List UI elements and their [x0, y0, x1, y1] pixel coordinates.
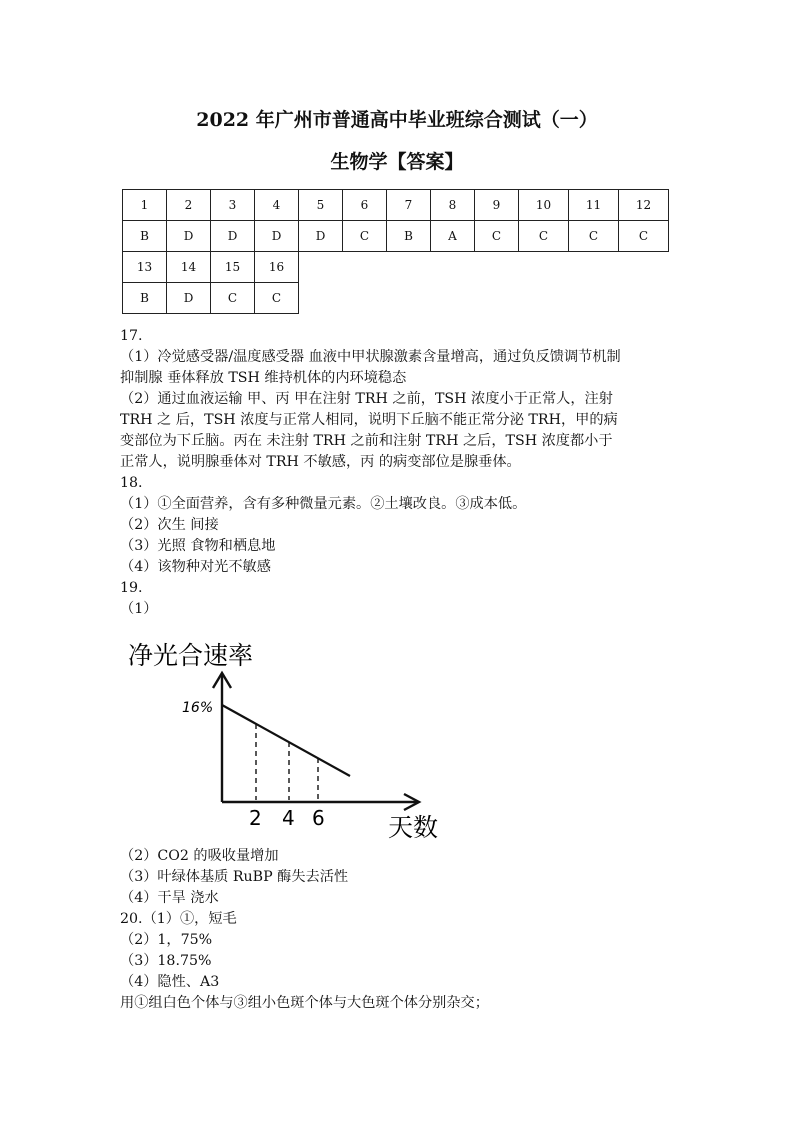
- answer-cell-12: C: [619, 221, 669, 252]
- answer-cell-9: C: [475, 221, 519, 252]
- graph-xlabel: 天数: [388, 813, 439, 842]
- answer-cell-1: B: [123, 283, 167, 314]
- answer-line: 抑制腺 垂体释放 TSH 维持机体的内环境稳态: [120, 370, 407, 386]
- answer-line: （4）隐性、A3: [120, 974, 220, 990]
- answer-line: （1）①全面营养，含有多种微量元素。②土壤改良。③成本低。: [120, 496, 527, 512]
- answer-cell-2: D: [167, 221, 211, 252]
- answer-line: （4）该物种对光不敏感: [120, 559, 271, 575]
- answer-line: （1）: [120, 601, 158, 617]
- answer-cell-1: B: [123, 221, 167, 252]
- net-photosynthesis-graph: [120, 630, 460, 845]
- answer-cell-8: A: [431, 221, 475, 252]
- question-number-6: 6: [343, 190, 387, 221]
- answer-text-block-2: [120, 846, 680, 1014]
- answer-cell-3: D: [211, 221, 255, 252]
- answer-text-block-1: [120, 326, 680, 620]
- answer-row-answers-1: [123, 221, 669, 252]
- answer-line: TRH 之 后，TSH 浓度与正常人相同，说明下丘脑不能正常分泌 TRH，甲的病: [120, 412, 618, 428]
- question-number-11: 11: [569, 190, 619, 221]
- answer-row-numbers-2: [123, 252, 669, 283]
- answer-cell-3: C: [211, 283, 255, 314]
- answer-line: 17.: [120, 328, 143, 344]
- graph-ylabel: 净光合速率: [128, 641, 254, 670]
- question-number-9: 9: [475, 190, 519, 221]
- graph-x-tick-4: 4: [282, 806, 295, 830]
- answer-row-answers-2: [123, 283, 669, 314]
- question-number-2: 14: [167, 252, 211, 283]
- page-subtitle: 生物学【答案】: [330, 151, 464, 173]
- question-number-2: 2: [167, 190, 211, 221]
- question-number-3: 3: [211, 190, 255, 221]
- answer-line: 变部位为下丘脑。丙在 未注射 TRH 之前和注射 TRH 之后，TSH 浓度都小于: [120, 433, 613, 449]
- answer-line: （2）CO2 的吸收量增加: [120, 848, 279, 864]
- question-number-8: 8: [431, 190, 475, 221]
- question-number-10: 10: [519, 190, 569, 221]
- answer-line: （3）叶绿体基质 RuBP 酶失去活性: [120, 869, 349, 885]
- answer-line: 18.: [120, 475, 143, 491]
- answer-line: （4）干旱 浇水: [120, 890, 219, 906]
- question-number-4: 4: [255, 190, 299, 221]
- answer-line: （2）通过血液运输 甲、丙 甲在注射 TRH 之前，TSH 浓度小于正常人，注射: [120, 391, 613, 407]
- answer-line: 20.（1）①，短毛: [120, 911, 237, 927]
- graph-x-tick-6: 6: [312, 806, 325, 830]
- graph-y-start-label: 16%: [182, 700, 214, 716]
- answer-line: （3）18.75%: [120, 953, 212, 969]
- answer-cell-4: C: [255, 283, 299, 314]
- answer-cell-7: B: [387, 221, 431, 252]
- table-empty-cell: [299, 252, 669, 283]
- question-number-1: 1: [123, 190, 167, 221]
- answer-line: 19.: [120, 580, 143, 596]
- question-number-4: 16: [255, 252, 299, 283]
- answer-cell-6: C: [343, 221, 387, 252]
- question-number-1: 13: [123, 252, 167, 283]
- answer-cell-10: C: [519, 221, 569, 252]
- question-number-7: 7: [387, 190, 431, 221]
- answer-row-numbers-1: [123, 190, 669, 221]
- graph-trend-line: [222, 705, 350, 776]
- answer-cell-11: C: [569, 221, 619, 252]
- answer-line: 用①组白色个体与③组小色斑个体与大色斑个体分别杂交；: [120, 995, 489, 1011]
- answer-line: 正常人，说明腺垂体对 TRH 不敏感，丙 的病变部位是腺垂体。: [120, 454, 521, 470]
- answer-line: （1）冷觉感受器/温度感受器 血液中甲状腺激素含量增高，通过负反馈调节机制: [120, 349, 621, 365]
- question-number-12: 12: [619, 190, 669, 221]
- answer-cell-2: D: [167, 283, 211, 314]
- table-empty-cell: [299, 283, 669, 314]
- answer-line: （2）次生 间接: [120, 517, 219, 533]
- answer-cell-5: D: [299, 221, 343, 252]
- answer-table: [122, 189, 669, 314]
- answer-line: （2）1，75%: [120, 932, 213, 948]
- answer-line: （3）光照 食物和栖息地: [120, 538, 276, 554]
- page-title: 2022 年广州市普通高中毕业班综合测试（一）: [196, 109, 598, 131]
- question-number-5: 5: [299, 190, 343, 221]
- graph-x-tick-2: 2: [249, 806, 262, 830]
- answer-cell-4: D: [255, 221, 299, 252]
- question-number-3: 15: [211, 252, 255, 283]
